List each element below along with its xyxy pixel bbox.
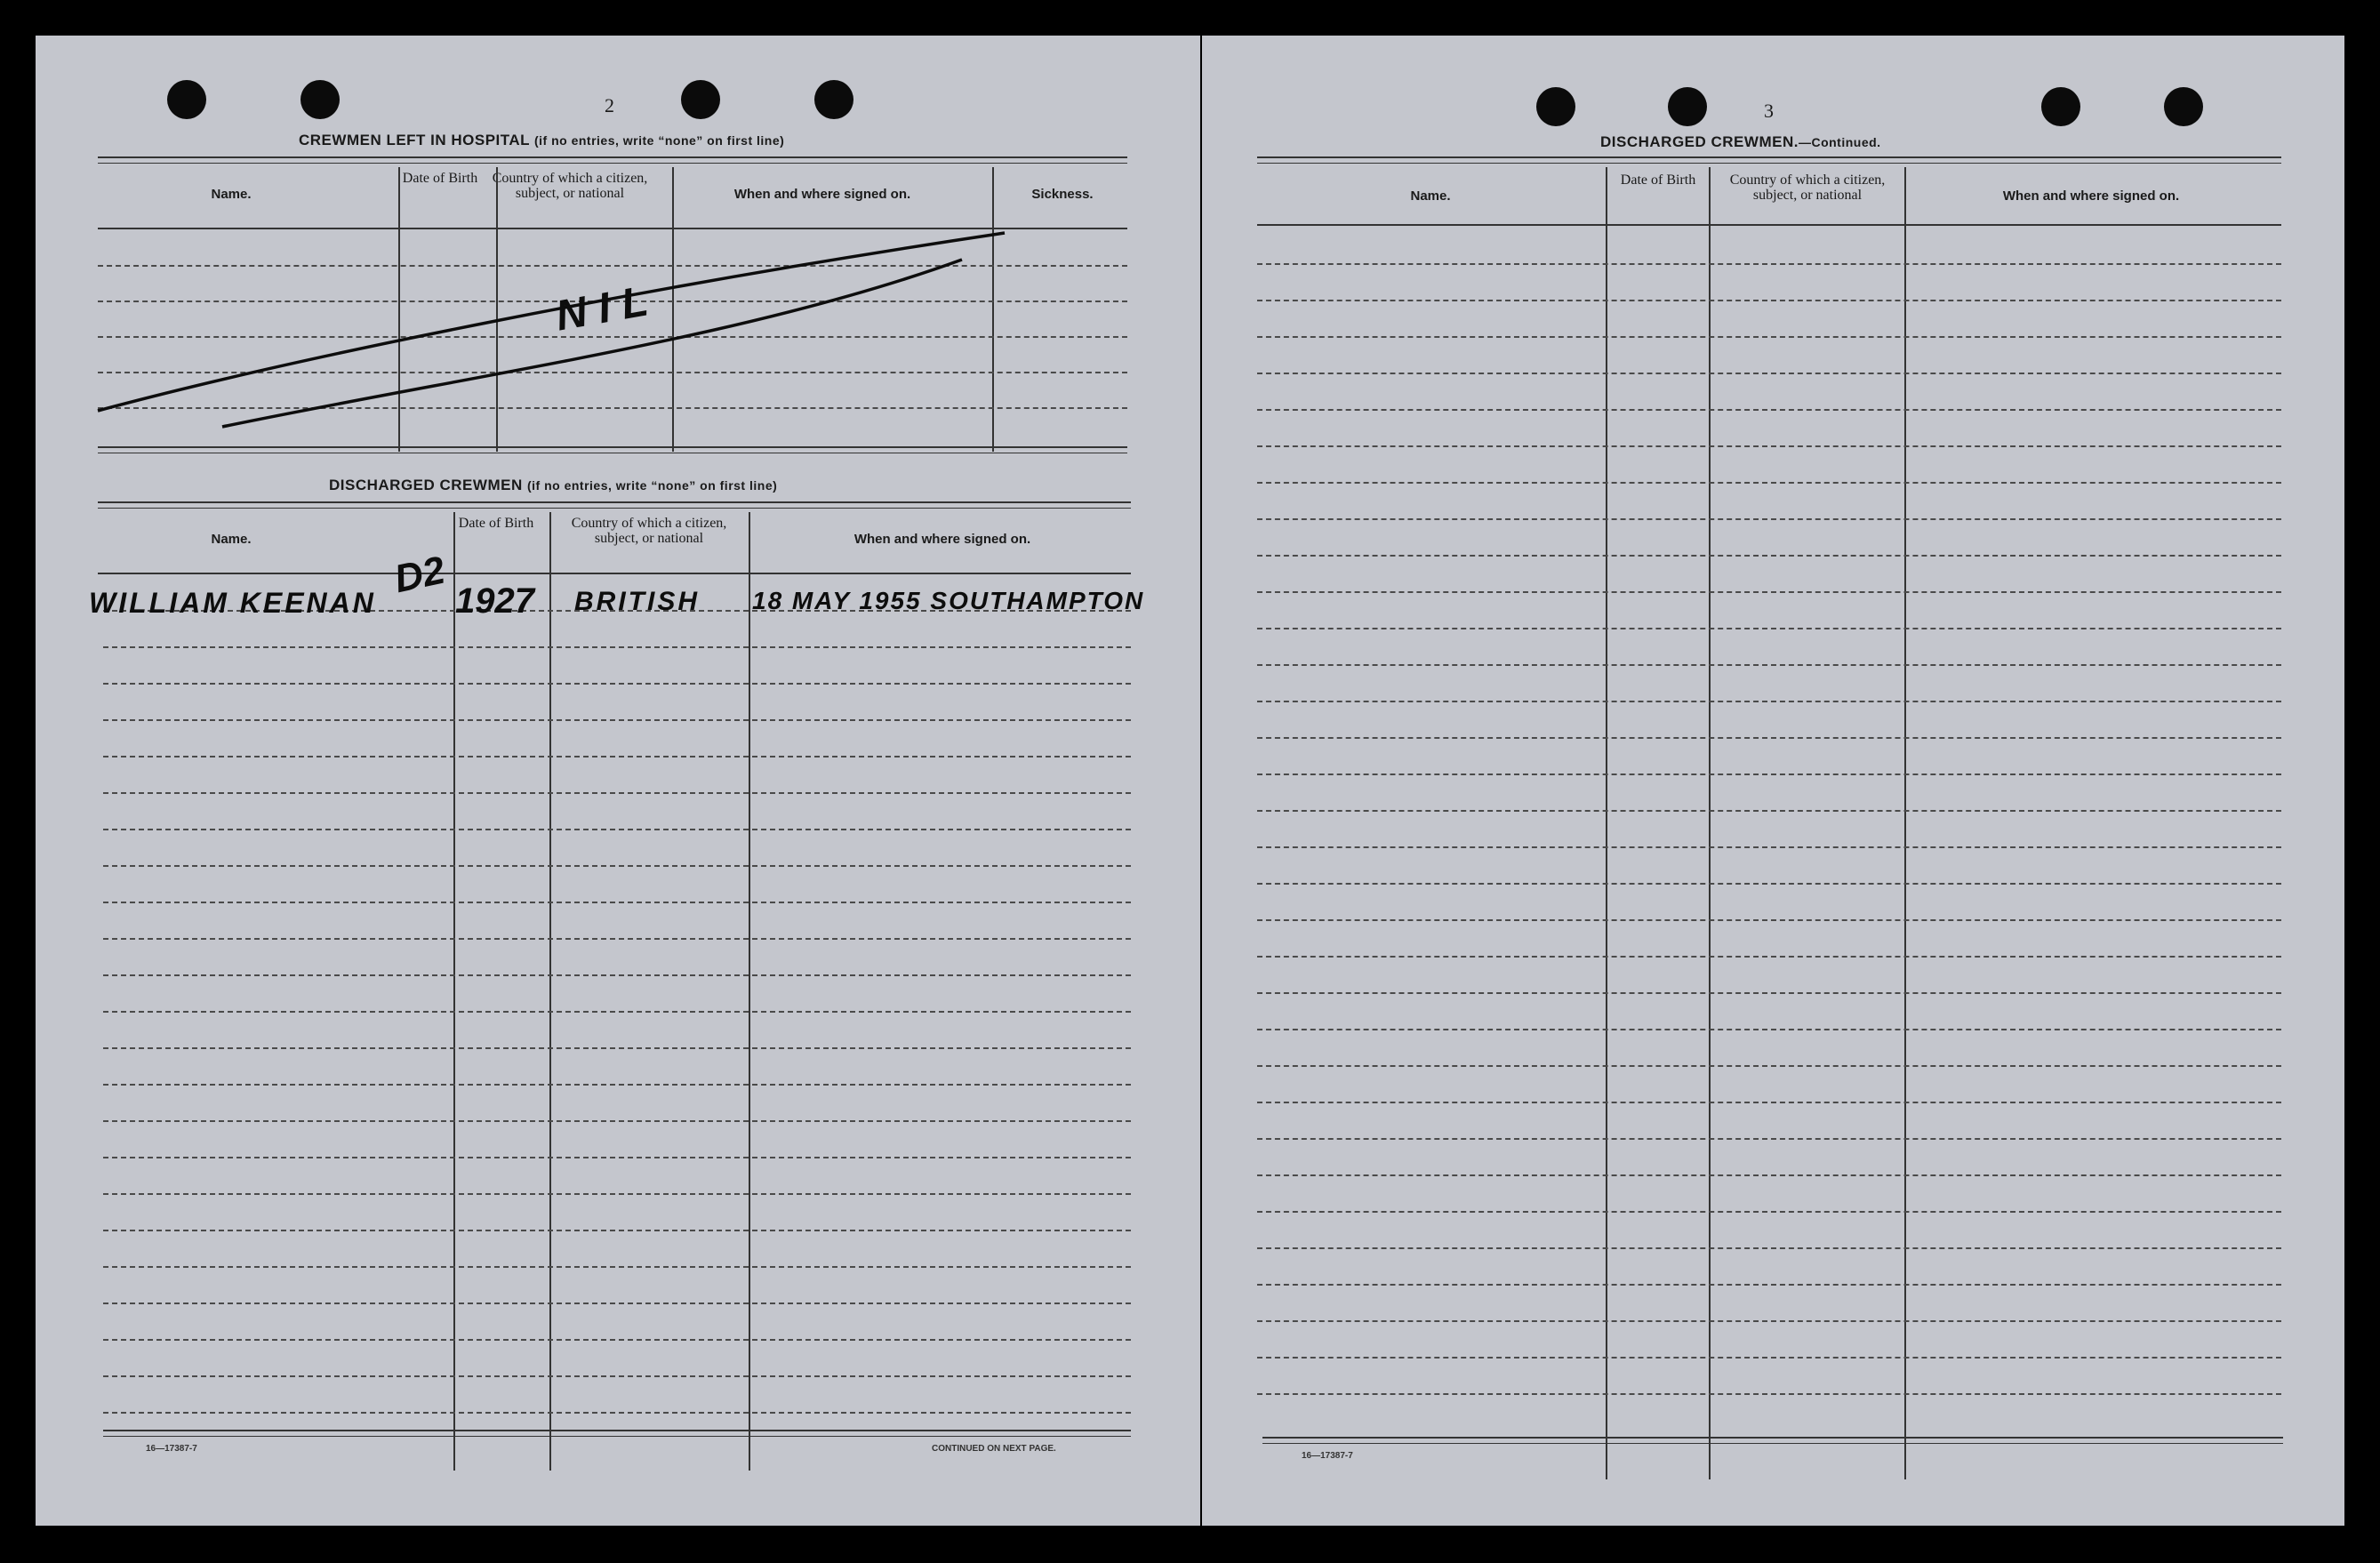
entry-line xyxy=(1257,1357,2281,1359)
hospital-col-dob: Date of Birth xyxy=(402,171,478,186)
hospital-col-sickness: Sickness. xyxy=(1031,187,1094,202)
entry-line xyxy=(103,1412,1131,1414)
hospital-title-text: CREWMEN LEFT IN HOSPITAL xyxy=(299,132,530,148)
discharged-col-country: Country of which a citizen, subject, or national xyxy=(571,516,727,546)
hospital-title-note: (if no entries, write “none” on first line) xyxy=(534,133,785,148)
entry-line xyxy=(103,1084,1131,1086)
hospital-col-country: Country of which a citizen, subject, or national xyxy=(492,171,648,201)
entry-line xyxy=(1257,919,2281,921)
entry-line xyxy=(1257,409,2281,411)
entry-line xyxy=(1257,1065,2281,1067)
entry-line xyxy=(1257,1029,2281,1030)
entry-line xyxy=(1257,956,2281,958)
entry-line xyxy=(103,1266,1131,1268)
entry-line xyxy=(1257,1174,2281,1176)
right-col-dob: Date of Birth xyxy=(1620,172,1696,188)
discharged-title-text: DISCHARGED CREWMEN xyxy=(329,477,523,493)
entry-line xyxy=(1257,591,2281,593)
punch-hole xyxy=(2041,87,2080,126)
col-divider xyxy=(1606,167,1607,1479)
discharged-title-note: (if no entries, write “none” on first line) xyxy=(526,478,778,493)
punch-hole xyxy=(2164,87,2203,126)
discharged-top-rule xyxy=(98,501,1131,509)
continued-note: CONTINUED ON NEXT PAGE. xyxy=(932,1444,1056,1454)
entry-line xyxy=(103,792,1131,794)
entry-line xyxy=(1257,300,2281,301)
entry-line xyxy=(1257,810,2281,812)
entry-line xyxy=(103,1011,1131,1013)
discharged-header-rule xyxy=(98,573,1131,574)
entry-line xyxy=(103,902,1131,903)
entry-line xyxy=(1257,518,2281,520)
entry-line xyxy=(1257,373,2281,374)
discharged-row-name: WILLIAM KEENAN xyxy=(89,587,376,619)
entry-line xyxy=(103,1047,1131,1049)
entry-line xyxy=(103,1230,1131,1231)
discharged-section-title xyxy=(329,477,777,494)
hospital-col-name: Name. xyxy=(211,187,252,202)
discharged-row-signed: 18 MAY 1955 SOUTHAMPTON xyxy=(752,587,1145,614)
nil-strike-lines xyxy=(36,36,1200,498)
entry-line xyxy=(1257,482,2281,484)
entry-line xyxy=(1257,883,2281,885)
col-divider xyxy=(749,512,750,1471)
entry-line xyxy=(103,1339,1131,1341)
col-divider xyxy=(1904,167,1906,1479)
discharged-col-signed: When and where signed on. xyxy=(853,532,1031,547)
nil-entry: N I L xyxy=(552,277,652,341)
hospital-col-signed: When and where signed on. xyxy=(733,187,911,202)
col-divider xyxy=(549,512,551,1471)
entry-line xyxy=(1257,992,2281,994)
entry-line xyxy=(1257,701,2281,702)
discharged-bottom-rule xyxy=(103,1430,1131,1437)
entry-line xyxy=(103,974,1131,976)
entry-line xyxy=(103,756,1131,757)
entry-line xyxy=(103,865,1131,867)
page-number: 3 xyxy=(1764,100,1774,122)
discharged-row-country: BRITISH xyxy=(574,587,700,616)
entry-line xyxy=(103,1157,1131,1158)
discharged-row-dob: 1927 xyxy=(455,581,534,621)
entry-line xyxy=(1257,263,2281,265)
entry-line xyxy=(1257,664,2281,666)
entry-line xyxy=(103,1302,1131,1304)
entry-line xyxy=(103,719,1131,721)
right-col-signed: When and where signed on. xyxy=(2002,188,2180,204)
entry-line xyxy=(1257,1102,2281,1103)
entry-line xyxy=(1257,1393,2281,1395)
punch-hole xyxy=(1668,87,1707,126)
discharged-col-name: Name. xyxy=(211,532,252,547)
entry-line xyxy=(1257,1284,2281,1286)
entry-line xyxy=(1257,1320,2281,1322)
entry-line xyxy=(1257,846,2281,848)
entry-line xyxy=(1257,336,2281,338)
entry-line xyxy=(1257,1211,2281,1213)
entry-line xyxy=(1257,555,2281,557)
right-header-rule xyxy=(1257,224,2281,226)
discharged-col-dob: Date of Birth xyxy=(458,516,534,531)
entry-line xyxy=(1257,1247,2281,1249)
right-col-name: Name. xyxy=(1410,188,1451,204)
col-divider xyxy=(453,512,455,1471)
right-col-country: Country of which a citizen, subject, or national xyxy=(1729,172,1886,203)
right-page xyxy=(1202,36,2344,1526)
entry-line xyxy=(1257,445,2281,447)
page-number: 2 xyxy=(605,94,614,116)
form-number: 16—17387-7 xyxy=(1302,1451,1353,1461)
entry-line xyxy=(103,683,1131,685)
entry-line xyxy=(1257,737,2281,739)
entry-line xyxy=(103,829,1131,830)
entry-line xyxy=(103,646,1131,648)
discharged-margin-mark: D2 xyxy=(390,548,449,602)
entry-line xyxy=(103,938,1131,940)
entry-line xyxy=(103,1375,1131,1377)
punch-hole xyxy=(1536,87,1575,126)
right-top-rule xyxy=(1257,156,2281,164)
entry-line xyxy=(1257,1138,2281,1140)
right-bottom-rule xyxy=(1262,1437,2283,1444)
left-page xyxy=(36,36,1200,1526)
right-title-suffix: —Continued. xyxy=(1798,135,1881,149)
entry-line xyxy=(103,1120,1131,1122)
form-number: 16—17387-7 xyxy=(146,1444,197,1454)
right-section-title xyxy=(1600,133,1881,151)
entry-line xyxy=(103,1193,1131,1195)
col-divider xyxy=(1709,167,1711,1479)
entry-line xyxy=(1257,628,2281,629)
right-title-text: DISCHARGED CREWMEN. xyxy=(1600,133,1799,150)
entry-line xyxy=(1257,773,2281,775)
